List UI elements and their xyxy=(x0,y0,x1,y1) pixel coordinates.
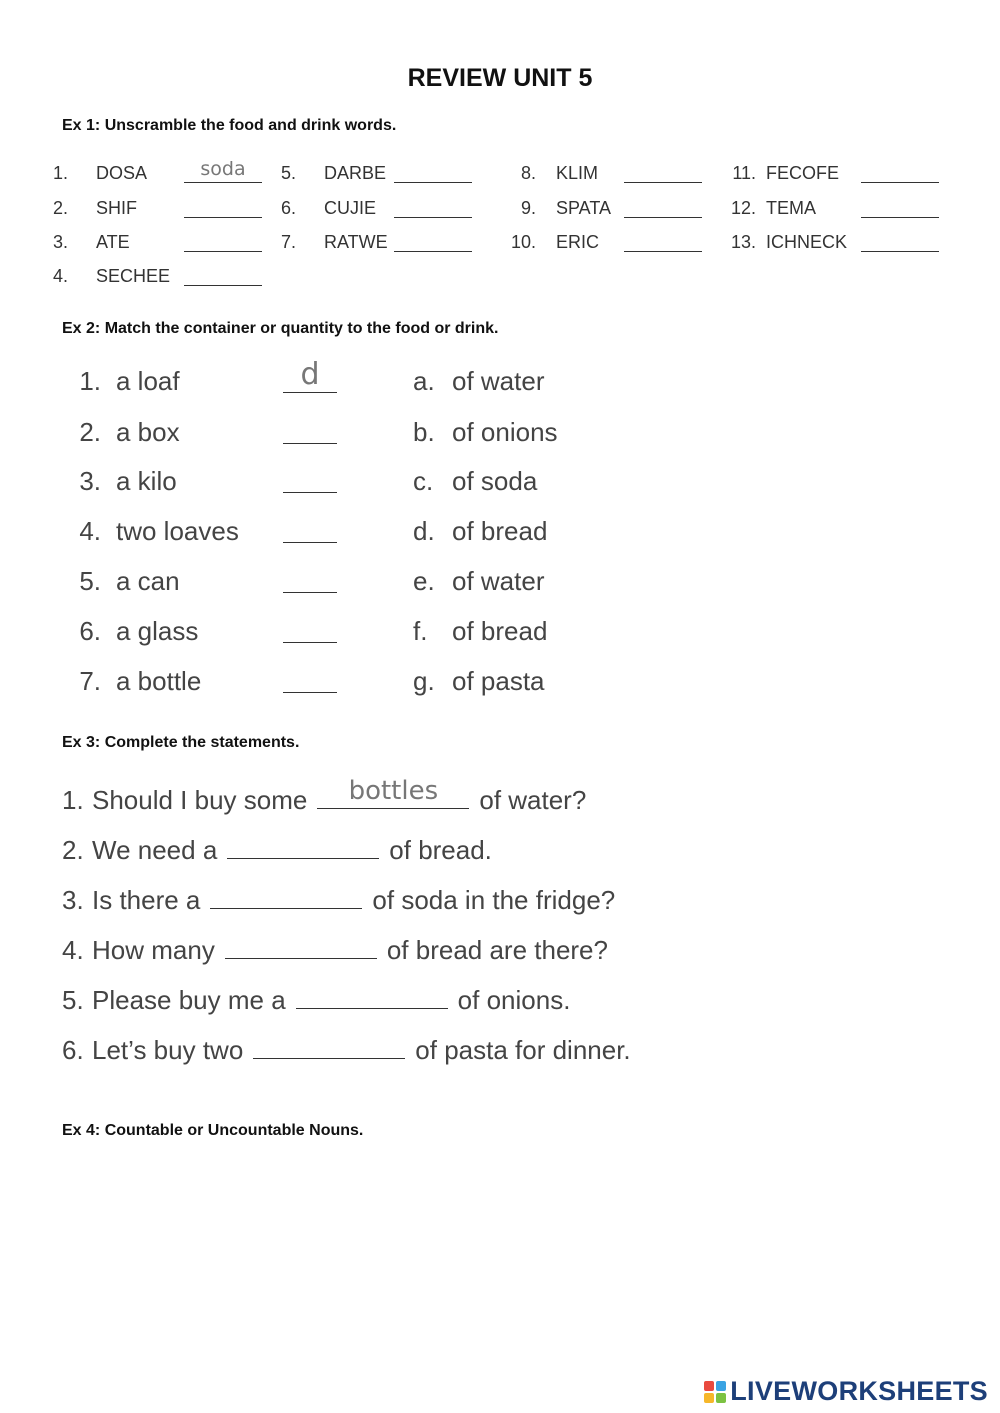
ex1-item-number: 4. xyxy=(52,266,68,286)
ex3-text-after: of bread. xyxy=(389,835,492,865)
ex4-heading: Ex 4: Countable or Uncountable Nouns. xyxy=(62,1122,364,1139)
logo-square-1 xyxy=(704,1381,714,1391)
ex2-left-number: 7. xyxy=(79,666,101,696)
ex1-answer[interactable]: soda xyxy=(200,158,246,180)
ex2-left-quantity: a loaf xyxy=(116,366,180,396)
ex2-right-item: of water xyxy=(452,366,545,396)
ex1-item-number: 10. xyxy=(510,232,536,252)
ex2-answer-line[interactable] xyxy=(283,542,337,543)
ex3-statement xyxy=(62,932,608,966)
ex1-answer-line[interactable] xyxy=(184,285,262,286)
ex3-answer-blank[interactable] xyxy=(227,832,379,859)
ex2-left-number: 1. xyxy=(79,366,101,396)
ex2-answer-line[interactable] xyxy=(283,392,337,393)
ex1-item-number: 9. xyxy=(520,198,536,218)
ex3-statement xyxy=(62,982,570,1016)
logo-square-4 xyxy=(716,1393,726,1403)
ex3-text-before: Is there a xyxy=(92,885,201,915)
ex3-answer-blank[interactable] xyxy=(253,1032,405,1059)
ex1-scrambled-word: ERIC xyxy=(556,232,600,252)
ex2-right-letter: c. xyxy=(413,466,434,496)
ex2-left-quantity: a bottle xyxy=(116,666,202,696)
ex2-right-letter: d. xyxy=(413,516,435,546)
ex3-text-before: How many xyxy=(92,935,215,965)
logo-square-3 xyxy=(704,1393,714,1403)
ex3-statement xyxy=(62,1032,631,1066)
ex2-answer-line[interactable] xyxy=(283,692,337,693)
ex2-right-item: of water xyxy=(452,566,545,596)
ex1-item-number: 6. xyxy=(280,198,296,218)
ex2-left-number: 4. xyxy=(79,516,101,546)
ex1-answer-line[interactable] xyxy=(861,251,939,252)
ex2-right-letter: b. xyxy=(413,417,435,447)
ex3-number: 5. xyxy=(62,985,84,1015)
logo-square-2 xyxy=(716,1381,726,1391)
ex1-heading: Ex 1: Unscramble the food and drink words. xyxy=(62,117,397,134)
ex3-answer-blank[interactable] xyxy=(296,982,448,1009)
ex1-item-number: 12. xyxy=(730,198,756,218)
ex3-text-before: Should I buy some xyxy=(92,785,308,815)
ex3-text-before: Let’s buy two xyxy=(92,1035,244,1065)
ex2-answer-line[interactable] xyxy=(283,443,337,444)
page-title: REVIEW UNIT 5 xyxy=(407,64,593,92)
ex1-item-number: 5. xyxy=(280,163,296,183)
ex1-item-number: 3. xyxy=(52,232,68,252)
ex1-item-number: 1. xyxy=(52,163,68,183)
ex3-number: 3. xyxy=(62,885,84,915)
ex2-right-letter: e. xyxy=(413,566,435,596)
ex1-scrambled-word: RATWE xyxy=(324,232,388,252)
ex3-text-after: of bread are there? xyxy=(386,935,608,965)
ex3-number: 4. xyxy=(62,935,84,965)
ex1-answer-line[interactable] xyxy=(624,251,702,252)
ex1-answer-line[interactable] xyxy=(624,182,702,183)
ex2-answer-line[interactable] xyxy=(283,642,337,643)
ex2-answer[interactable]: d xyxy=(300,357,320,392)
ex2-left-number: 3. xyxy=(79,466,101,496)
ex2-right-letter: a. xyxy=(413,366,435,396)
ex3-statement xyxy=(62,882,615,916)
ex1-scrambled-word: DOSA xyxy=(96,163,148,183)
ex3-statement xyxy=(62,776,587,816)
ex1-answer-line[interactable] xyxy=(184,251,262,252)
ex1-scrambled-word: SECHEE xyxy=(96,266,171,286)
ex1-scrambled-word: DARBE xyxy=(324,163,387,183)
ex1-item-number: 13. xyxy=(730,232,756,252)
ex2-left-quantity: two loaves xyxy=(116,516,239,546)
ex3-number: 2. xyxy=(62,835,84,865)
ex3-statement xyxy=(62,832,492,866)
ex3-text-before: We need a xyxy=(92,835,218,865)
ex2-answer-line[interactable] xyxy=(283,592,337,593)
ex1-answer-line[interactable] xyxy=(624,217,702,218)
ex2-right-item: of bread xyxy=(452,516,548,546)
ex3-text-after: of pasta for dinner. xyxy=(415,1035,631,1065)
ex2-right-item: of pasta xyxy=(452,666,545,696)
ex2-right-item: of bread xyxy=(452,616,548,646)
ex2-left-quantity: a kilo xyxy=(116,466,177,496)
ex2-right-item: of soda xyxy=(452,466,538,496)
ex2-left-number: 6. xyxy=(79,616,101,646)
ex1-answer-line[interactable] xyxy=(184,217,262,218)
ex3-text-after: of water? xyxy=(479,785,587,815)
ex1-scrambled-word: CUJIE xyxy=(324,198,377,218)
ex1-answer-line[interactable] xyxy=(861,182,939,183)
ex1-scrambled-word: ATE xyxy=(96,232,130,252)
ex1-answer-line[interactable] xyxy=(184,182,262,183)
ex2-left-quantity: a glass xyxy=(116,616,199,646)
ex1-answer-line[interactable] xyxy=(394,182,472,183)
ex2-right-item: of onions xyxy=(452,417,558,447)
ex3-heading: Ex 3: Complete the statements. xyxy=(62,734,300,751)
logo-mark-icon xyxy=(704,1381,726,1403)
ex1-scrambled-word: SHIF xyxy=(96,198,138,218)
ex1-answer-line[interactable] xyxy=(861,217,939,218)
ex1-scrambled-word: SPATA xyxy=(556,198,612,218)
logo-text: LIVEWORKSHEETS xyxy=(730,1376,988,1406)
ex3-text-before: Please buy me a xyxy=(92,985,286,1015)
ex3-text-after: of onions. xyxy=(457,985,571,1015)
ex2-left-quantity: a box xyxy=(116,417,180,447)
ex3-answer-blank[interactable] xyxy=(225,932,377,959)
ex1-item-number: 2. xyxy=(52,198,68,218)
ex2-heading: Ex 2: Match the container or quantity to the food or drink. xyxy=(62,320,499,337)
ex1-answer-line[interactable] xyxy=(394,217,472,218)
ex2-left-number: 2. xyxy=(79,417,101,447)
ex3-text-after: of soda in the fridge? xyxy=(372,885,616,915)
ex1-item-number: 8. xyxy=(520,163,536,183)
ex2-left-quantity: a can xyxy=(116,566,180,596)
ex3-answer[interactable]: bottles xyxy=(348,776,439,806)
ex2-right-letter: g. xyxy=(413,666,435,696)
ex1-scrambled-word: TEMA xyxy=(766,198,817,218)
ex1-scrambled-word: KLIM xyxy=(556,163,599,183)
ex2-answer-line[interactable] xyxy=(283,492,337,493)
ex2-right-letter: f. xyxy=(413,616,428,646)
liveworksheets-logo[interactable] xyxy=(704,1376,988,1407)
ex3-answer-blank[interactable] xyxy=(210,882,362,909)
ex1-scrambled-word: ICHNECK xyxy=(766,232,848,252)
ex1-scrambled-word: FECOFE xyxy=(766,163,840,183)
ex1-item-number: 11. xyxy=(732,163,756,183)
ex3-number: 6. xyxy=(62,1035,84,1065)
ex1-item-number: 7. xyxy=(280,232,296,252)
ex3-answer-blank[interactable] xyxy=(317,776,469,809)
ex1-answer-line[interactable] xyxy=(394,251,472,252)
ex2-left-number: 5. xyxy=(79,566,101,596)
ex3-number: 1. xyxy=(62,785,84,815)
